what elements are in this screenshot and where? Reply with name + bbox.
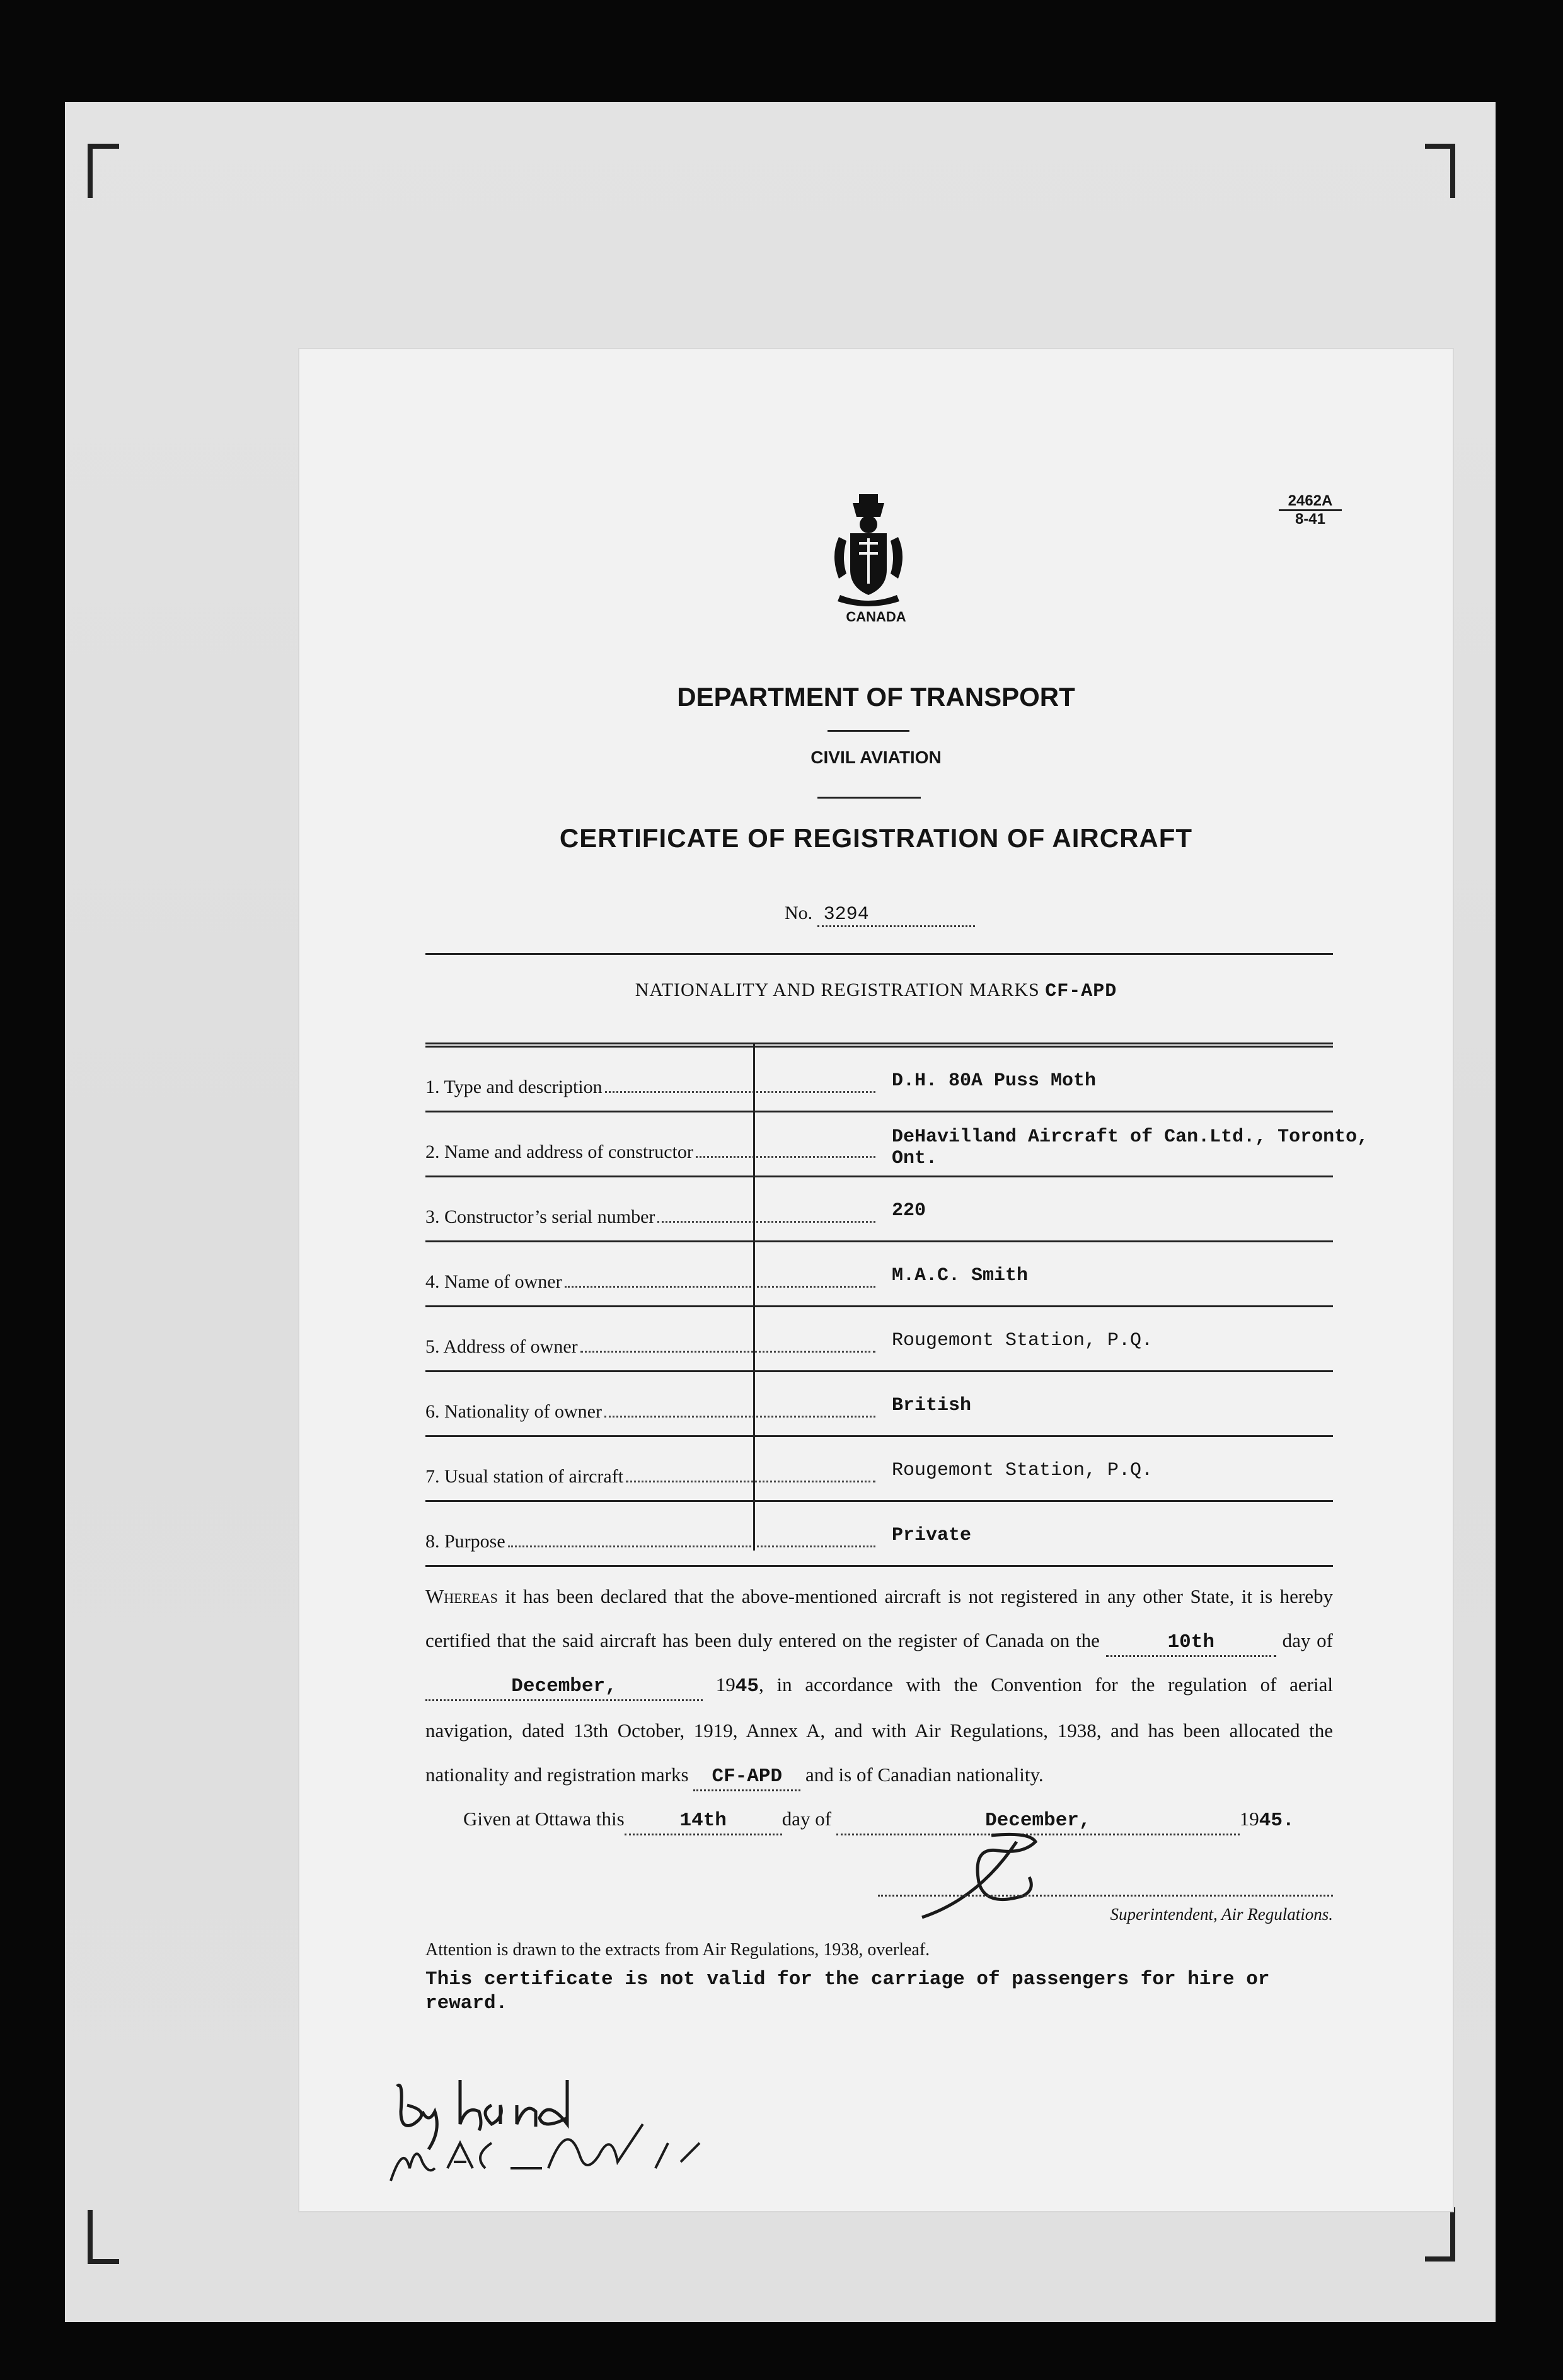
field-value: M.A.C. Smith [892, 1265, 1029, 1286]
field-value: British [892, 1395, 972, 1416]
divider [828, 730, 909, 732]
validity-note: This certificate is not valid for the carriage of passengers for hire or reward. [425, 1968, 1270, 2014]
field-value: D.H. 80A Puss Moth [892, 1070, 1097, 1092]
nationality-marks-value: CF-APD [1045, 981, 1117, 1002]
form-number [1279, 493, 1342, 528]
canada-coat-of-arms-icon [828, 493, 909, 606]
entry-year: 45 [735, 1675, 759, 1697]
declaration-lead-word: Whereas [425, 1585, 498, 1607]
superintendent-signature-icon [916, 1830, 1080, 1925]
given-day: 14th [625, 1808, 782, 1835]
certificate-title: CERTIFICATE OF REGISTRATION OF AIRCRAFT [559, 823, 1193, 853]
table-column-divider [753, 1043, 755, 1551]
field-value: Private [892, 1525, 972, 1546]
table-row [425, 1307, 1333, 1372]
form-number-code: 2462A [1279, 493, 1342, 511]
signature-line [878, 1895, 1333, 1897]
divider [817, 797, 921, 799]
field-value: Rougemont Station, P.Q. [892, 1330, 1153, 1351]
certificate-number-value: 3294 [817, 904, 975, 927]
table-row [425, 1437, 1333, 1502]
field-value: DeHavilland Aircraft of Can.Ltd., Toronto, Ont. [892, 1126, 1369, 1169]
signature-area [878, 1830, 1333, 1924]
declaration-text: and is of Canadian nationality. [805, 1764, 1044, 1786]
handwritten-note-icon [384, 2074, 737, 2187]
day-of-label: day of [1282, 1629, 1334, 1651]
entry-day: 10th [1106, 1630, 1276, 1657]
table-row [425, 1112, 1369, 1177]
entry-month: December, [425, 1674, 703, 1701]
year-prefix: 19 [715, 1673, 735, 1695]
field-label: 8. Purpose [425, 1531, 505, 1552]
allocated-marks: CF-APD [693, 1764, 800, 1791]
form-revision: 8-41 [1295, 511, 1326, 528]
field-value: 220 [892, 1200, 926, 1222]
certificate-number-label: No. [785, 903, 813, 923]
table-row [425, 1242, 1333, 1307]
field-label: 5. Address of owner [425, 1336, 578, 1357]
department-title: DEPARTMENT OF TRANSPORT [677, 682, 1075, 712]
registration-table [425, 1043, 1369, 1567]
certificate [299, 349, 1453, 2211]
nationality-marks-line [299, 979, 1453, 1002]
field-label: 2. Name and address of constructor [425, 1141, 693, 1162]
attention-note: Attention is drawn to the extracts from Air Regulations, 1938, overleaf. [425, 1940, 930, 1960]
field-value: Rougemont Station, P.Q. [892, 1460, 1153, 1481]
signature-title: Superintendent, Air Regulations. [1110, 1905, 1333, 1924]
day-of-label: day of [782, 1808, 832, 1830]
given-year: 45. [1259, 1810, 1295, 1832]
certificate-number-line [785, 903, 975, 927]
crop-mark-bottom-right [1425, 2207, 1455, 2262]
nationality-marks-label: NATIONALITY AND REGISTRATION MARKS [635, 979, 1040, 1000]
division-title: CIVIL AVIATION [810, 748, 942, 767]
field-label: 1. Type and description [425, 1077, 603, 1097]
crop-mark-top-left [88, 144, 119, 198]
table-row [425, 1048, 1333, 1112]
divider [425, 953, 1333, 955]
field-label: 3. Constructor’s serial number [425, 1206, 655, 1227]
table-row [425, 1502, 1333, 1567]
field-label: 6. Nationality of owner [425, 1401, 602, 1422]
country-label: CANADA [846, 609, 906, 625]
given-month: December, [836, 1808, 1240, 1835]
declaration-text: it has been declared that the above-mentioned aircraft is not registered in any other State, it is hereby certified that the said aircraft has been duly entered on the register of Canada on the [425, 1585, 1333, 1651]
field-label: 7. Usual station of aircraft [425, 1466, 624, 1487]
given-prefix: Given at Ottawa this [463, 1808, 625, 1830]
crop-mark-bottom-left [88, 2210, 119, 2264]
crop-mark-top-right [1425, 144, 1455, 198]
field-label: 4. Name of owner [425, 1271, 562, 1292]
table-row [425, 1372, 1333, 1437]
year-prefix: 19 [1239, 1808, 1259, 1830]
table-row [425, 1177, 1333, 1242]
declaration-text: , in accordance with the Convention for the regulation of aerial navigation, dated 13th October, 1919, Annex A, and with Air Regulations, 1938, and has been allocated the nationality and registration marks [425, 1673, 1333, 1786]
declaration-paragraph [425, 1574, 1333, 1797]
